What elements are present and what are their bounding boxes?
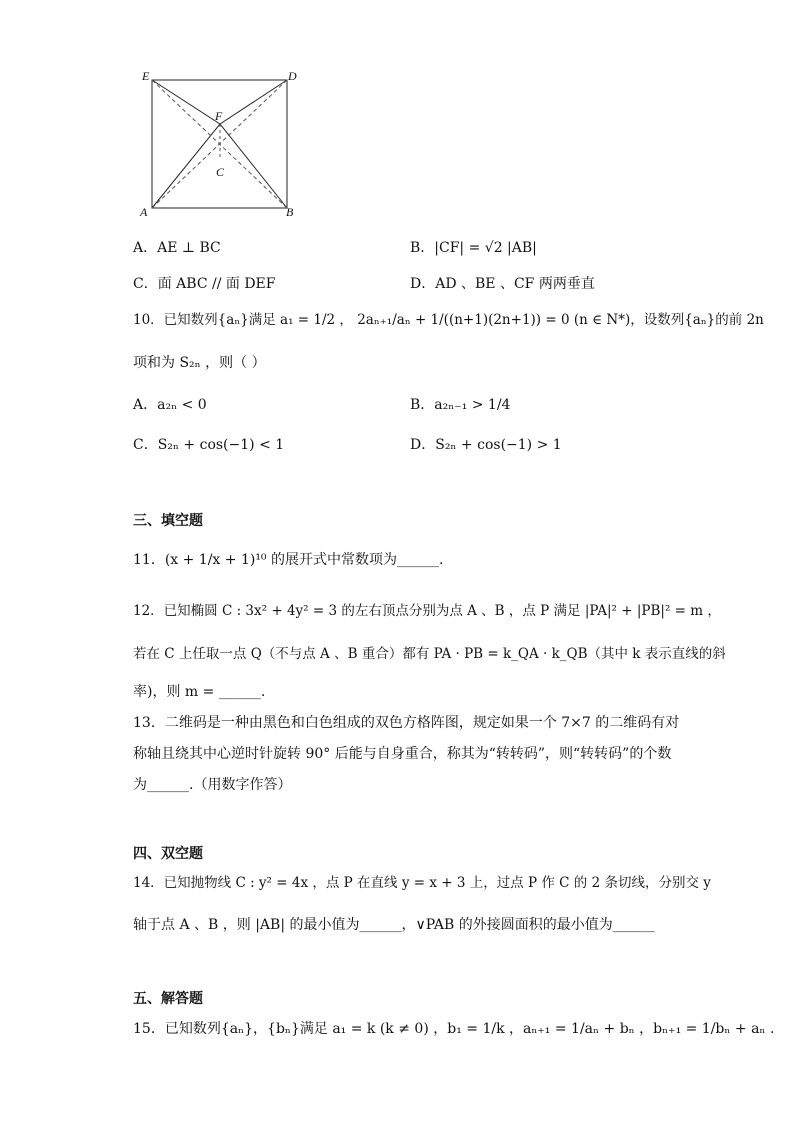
q14-line2: 轴于点 A 、B ，则 |AB| 的最小值为______，∨PAB 的外接圆面积的最小值为______: [133, 917, 655, 933]
q10-option-b: B．a₂ₙ₋₁ > 1/4: [410, 397, 511, 413]
section-4-title: 四、双空题: [133, 846, 203, 862]
q13-line2: 称轴且绕其中心逆时针旋转 90° 后能与自身重合，称其为“转转码”，则“转转码”的个数: [133, 746, 672, 762]
q10-option-a: A．a₂ₙ < 0: [133, 397, 207, 413]
q14-line1: 14．已知抛物线 C : y² = 4x ，点 P 在直线 y = x + 3 上，过点 P 作 C 的 2 条切线，分别交 y: [133, 875, 711, 891]
q10-line2: 项和为 S₂ₙ ，则（ ）: [133, 355, 266, 371]
label-C: C: [216, 165, 225, 179]
q13-line3: 为______.（用数字作答）: [133, 777, 292, 793]
q12-line2: 若在 C 上任取一点 Q（不与点 A 、B 重合）都有 PA · PB = k_QA · k_QB（其中 k 表示直线的斜: [133, 646, 726, 662]
edge-A-F: [152, 124, 220, 208]
section-3-title: 三、填空题: [133, 513, 203, 529]
q9-option-c: C．面 ABC // 面 DEF: [133, 276, 276, 292]
label-F: F: [215, 109, 223, 123]
q10-line1: 10．已知数列{aₙ}满足 a₁ = 1/2 ， 2aₙ₊₁/aₙ + 1/((n+1)(2n+1)) = 0 (n ∈ N*)，设数列{aₙ}的前 2n: [133, 312, 764, 328]
q12-line3: 率)，则 m = ______.: [133, 684, 266, 700]
q13-line1: 13．二维码是一种由黑色和白色组成的双色方格阵图，规定如果一个 7×7 的二维码有对: [133, 715, 680, 731]
q12-line1: 12．已知椭圆 C : 3x² + 4y² = 3 的左右顶点分别为点 A 、B ，点 P 满足 |PA|² + |PB|² = m ，: [133, 603, 721, 619]
q9-option-b: B．|CF| = √2 |AB|: [410, 240, 537, 256]
edge-F-E: [152, 80, 220, 124]
label-B: B: [286, 205, 294, 219]
label-D: D: [288, 69, 297, 83]
q10-option-d: D．S₂ₙ + cos(−1) > 1: [410, 437, 562, 453]
q10-option-c: C．S₂ₙ + cos(−1) < 1: [133, 437, 285, 453]
q9-option-a: A．AE ⊥ BC: [133, 240, 221, 256]
edge-F-B: [220, 124, 287, 208]
section-5-title: 五、解答题: [133, 991, 203, 1007]
geometry-figure: [130, 66, 310, 226]
q9-option-d: D．AD 、BE 、CF 两两垂直: [410, 276, 595, 292]
label-A: A: [140, 205, 148, 219]
q15-line1: 15．已知数列{aₙ}，{bₙ}满足 a₁ = k (k ≠ 0) ，b₁ = 1/k ，aₙ₊₁ = 1/aₙ + bₙ ，bₙ₊₁ = 1/bₙ + aₙ .: [133, 1021, 775, 1037]
q11-text: 11．(x + 1/x + 1)¹⁰ 的展开式中常数项为______.: [133, 552, 444, 568]
edge-F-D: [220, 80, 287, 124]
label-E: E: [142, 69, 150, 83]
